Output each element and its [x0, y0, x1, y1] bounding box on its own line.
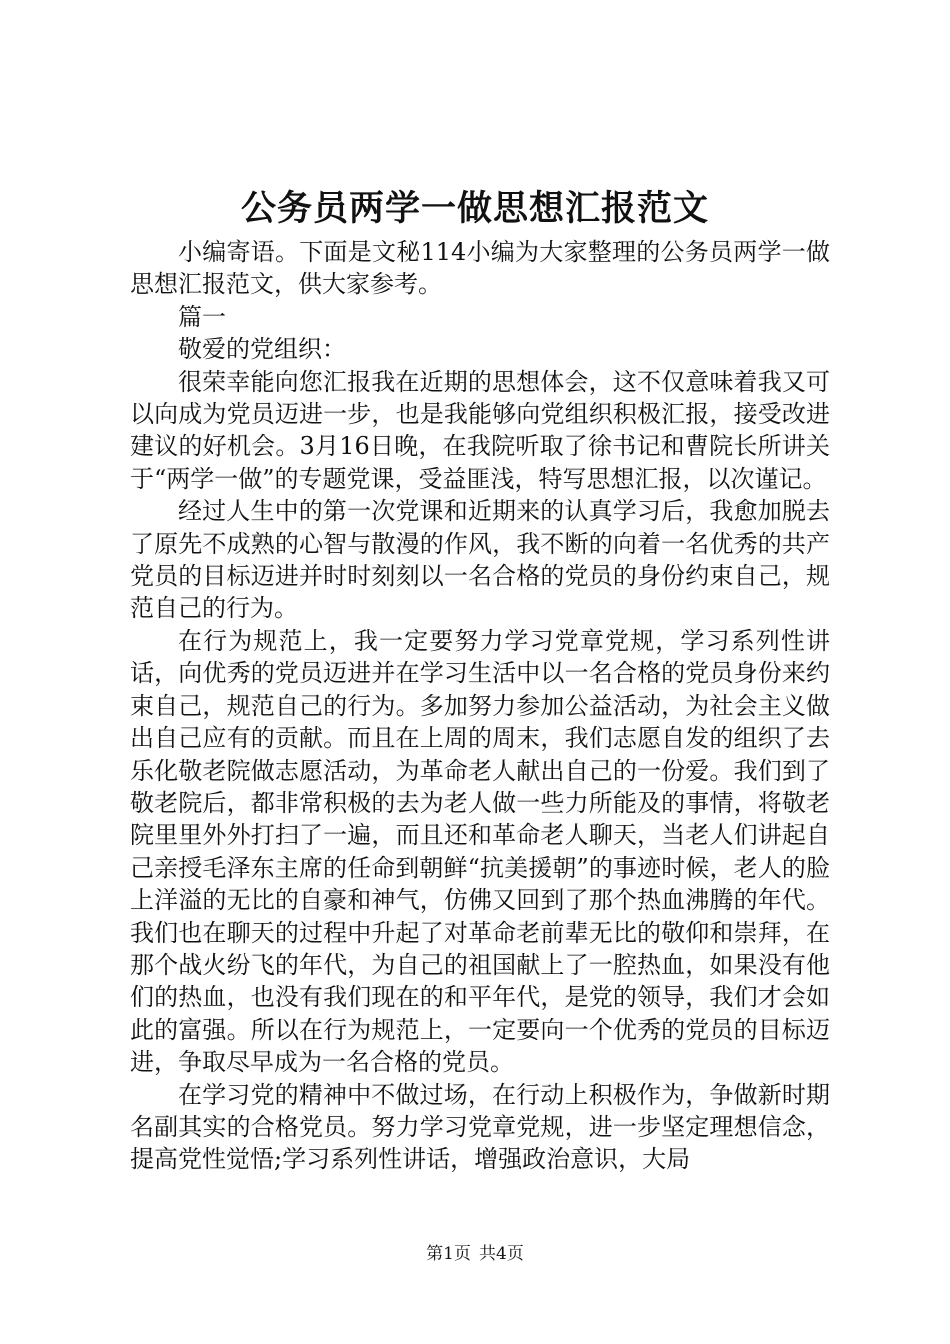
intro-paragraph: 小编寄语。下面是文秘114小编为大家整理的公务员两学一做思想汇报范文，供大家参考。: [130, 238, 830, 299]
section-heading: 篇一: [178, 302, 226, 331]
body-paragraph: 在学习党的精神中不做过场，在行动上积极作为，争做新时期名副其实的合格党员。努力学习党章党规，进一步坚定理想信念，提高党性觉悟;学习系列性讲话，增强政治意识，大局: [130, 1080, 830, 1174]
document-body: [130, 236, 830, 1176]
salutation: 敬爱的党组织：: [178, 335, 346, 364]
page-number: 第1页: [426, 1244, 471, 1264]
page-total: 共4页: [479, 1244, 524, 1264]
page-footer: [0, 1242, 950, 1266]
body-paragraph: 经过人生中的第一次党课和近期来的认真学习后，我愈加脱去了原先不成熟的心智与散漫的作风，我不断的向着一名优秀的共产党员的目标迈进并时时刻刻以一名合格的党员的身份约束自己，规范自己的行为。: [130, 497, 830, 623]
body-paragraph: 在行为规范上，我一定要努力学习党章党规，学习系列性讲话，向优秀的党员迈进并在学习生活中以一名合格的党员身份来约束自己，规范自己的行为。多加努力参加公益活动，为社会主义做出自己应有的贡献。而且在上周的周末，我们志愿自发的组织了去乐化敬老院做志愿活动，为革命老人献出自己的一份爱。我们到了敬老院后，都非常积极的去为老人做一些力所能及的事情，将敬老院里里外外打扫了一遍，而且还和革命老人聊天，当老人们讲起自己亲授毛泽东主席的任命到朝鲜“抗美援朝”的事迹时候，老人的脸上洋溢的无比的自豪和神气，仿佛又回到了那个热血沸腾的年代。我们也在聊天的过程中升起了对革命老前辈无比的敬仰和崇拜，在那个战火纷飞的年代，为自己的祖国献上了一腔热血，如果没有他们的热血，也没有我们现在的和平年代，是党的领导，我们才会如此的富强。所以在行为规范上，一定要向一个优秀的党员的目标迈进，争取尽早成为一名合格的党员。: [130, 626, 830, 1077]
body-paragraph: 很荣幸能向您汇报我在近期的思想体会，这不仅意味着我又可以向成为党员迈进一步，也是我能够向党组织积极汇报，接受改进建议的好机会。3月16日晚，在我院听取了徐书记和曹院长所讲关于“两学一做”的专题党课，受益匪浅，特写思想汇报，以次谨记。: [130, 367, 830, 493]
document-title: 公务员两学一做思想汇报范文: [240, 188, 709, 229]
